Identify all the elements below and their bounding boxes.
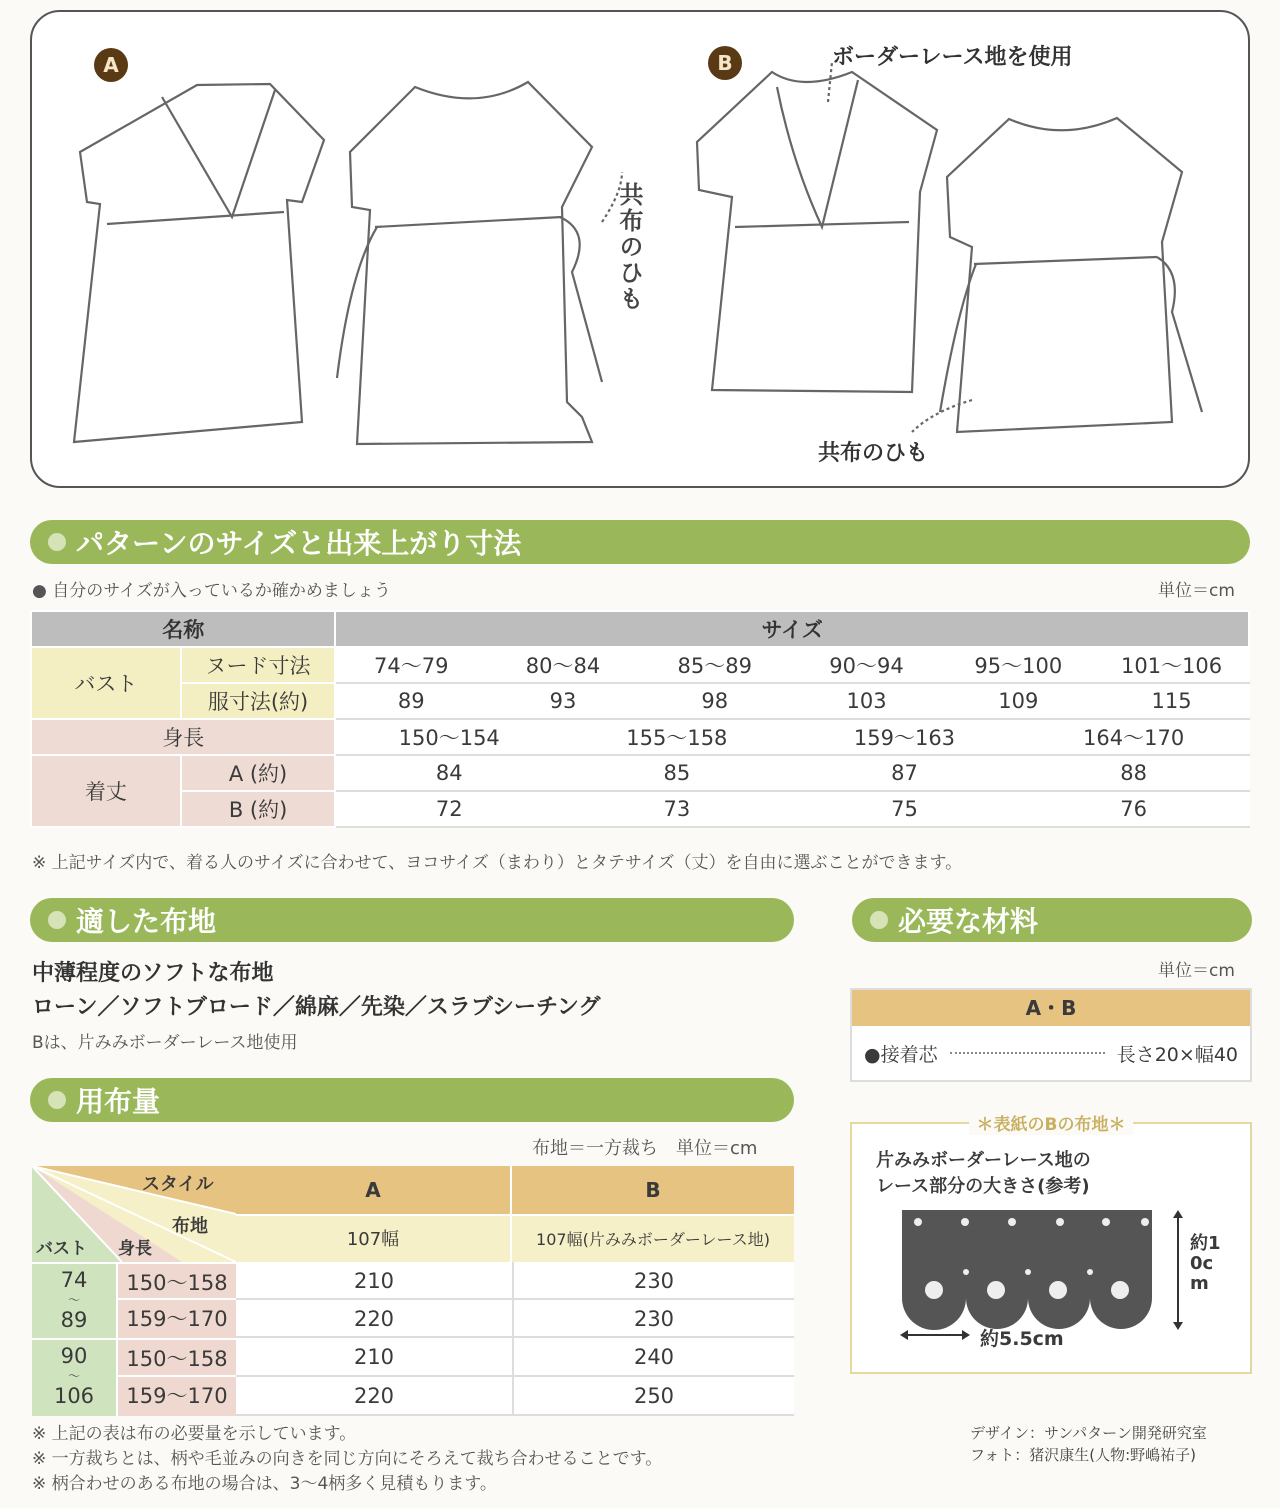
lace-reference-box — [850, 1115, 1252, 1374]
height-value: 150〜154 — [335, 719, 563, 755]
bullet-icon — [870, 911, 888, 929]
note-line: ※ 上記の表は布の必要量を示しています。 — [32, 1424, 357, 1444]
yardage-section-header — [30, 1078, 794, 1122]
amount-a: 210 — [236, 1338, 512, 1377]
bust-top: 74 — [60, 1268, 88, 1292]
height-cell: 150〜158 — [116, 1262, 236, 1300]
badge-a: A — [94, 48, 128, 82]
material-unit: 単位＝cm — [1158, 961, 1235, 981]
fabric-line1: 中薄程度のソフトな布地 — [32, 961, 274, 986]
dotted-leader — [950, 1052, 1105, 1054]
range-mark: 〜 — [67, 1293, 80, 1307]
fabric-section-title: 適した布地 — [76, 905, 217, 938]
credit-photo: フォト：猪沢康生(人物:野嶋祐子) — [970, 1446, 1197, 1464]
badge-b: B — [708, 46, 742, 80]
length-a-value: 88 — [1018, 755, 1249, 791]
length-b-value: 73 — [563, 791, 791, 827]
bust-bottom: 106 — [53, 1384, 95, 1408]
bust-label: バスト — [31, 647, 181, 719]
garment-value: 103 — [791, 683, 943, 719]
size-footnote: ※ 上記サイズ内で、着る人のサイズに合わせて、ヨコサイズ（まわり）とタテサイズ（丈）を自由に選ぶことができます。 — [32, 853, 963, 873]
height-cell: 159〜170 — [116, 1377, 236, 1416]
size-table — [30, 610, 1250, 828]
width-b: 107幅(片みみボーダーレース地) — [512, 1214, 794, 1262]
header-name: 名称 — [31, 611, 335, 647]
yardage-section-title: 用布量 — [76, 1085, 161, 1118]
bust-top: 90 — [60, 1344, 88, 1368]
yardage-notes — [32, 1422, 662, 1497]
note-line: ※ 一方裁ちとは、柄や毛並みの向きを同じ方向にそろえて裁ち合わせることです。 — [32, 1449, 663, 1469]
amount-a: 220 — [236, 1377, 512, 1416]
lace-sample — [900, 1210, 1160, 1340]
illustration-panel — [30, 10, 1250, 488]
material-table — [850, 988, 1252, 1082]
garment-a-front — [74, 84, 324, 442]
material-item: ●接着芯 — [864, 1043, 938, 1066]
amount-b: 230 — [512, 1300, 794, 1338]
garment-value: 115 — [1094, 683, 1249, 719]
lace-title: ＊表紙のBの布地＊ — [969, 1115, 1134, 1135]
nude-label: ヌード寸法 — [181, 647, 336, 683]
diag-style: スタイル — [142, 1174, 214, 1195]
nude-value: 80〜84 — [487, 647, 639, 683]
lace-title-wrap — [852, 1110, 1250, 1135]
garment-b-back — [947, 118, 1182, 432]
height-value: 155〜158 — [563, 719, 791, 755]
credit-design: デザイン：サンパターン開発研究室 — [970, 1424, 1207, 1442]
length-b-label: B (約) — [181, 791, 336, 827]
fabric-line3: Bは、片みみボーダーレース地使用 — [32, 1033, 298, 1053]
yardage-table — [32, 1166, 794, 1416]
fabric-section-header — [30, 898, 794, 942]
garment-value: 109 — [942, 683, 1094, 719]
length-a-value: 87 — [791, 755, 1019, 791]
size-note: ● 自分のサイズが入っているか確かめましょう — [32, 581, 391, 601]
length-a-value: 85 — [563, 755, 791, 791]
col-b-header: B — [512, 1166, 794, 1214]
lace-desc2: レース部分の大きさ(参考) — [876, 1176, 1090, 1197]
lace-width: 約5.5cm — [980, 1328, 1064, 1350]
garment-value: 93 — [487, 683, 639, 719]
garment-a-back — [350, 82, 592, 444]
garment-b-front — [697, 72, 937, 392]
bullet-icon — [48, 1091, 66, 1109]
diag-height: 身長 — [118, 1239, 152, 1259]
col-a-header: A — [236, 1166, 512, 1214]
credits — [970, 1422, 1207, 1466]
amount-b: 250 — [512, 1377, 794, 1416]
header-size: サイズ — [335, 611, 1249, 647]
size-section-header — [30, 520, 1250, 564]
nude-value: 85〜89 — [639, 647, 791, 683]
nude-value: 74〜79 — [335, 647, 487, 683]
size-unit: 単位＝cm — [1158, 581, 1235, 601]
height-value: 159〜163 — [791, 719, 1019, 755]
lace-height: 約10cm — [1190, 1233, 1221, 1294]
garment-value: 89 — [335, 683, 487, 719]
height-arrow-icon — [1170, 1210, 1186, 1330]
material-section-header — [852, 898, 1252, 942]
garment-label: 服寸法(約) — [181, 683, 336, 719]
lace-desc1: 片みみボーダーレース地の — [876, 1150, 1091, 1171]
length-a-value: 84 — [335, 755, 563, 791]
garment-value: 98 — [639, 683, 791, 719]
amount-a: 210 — [236, 1262, 512, 1300]
nude-value: 101〜106 — [1094, 647, 1249, 683]
nude-value: 90〜94 — [791, 647, 943, 683]
width-a: 107幅 — [236, 1214, 512, 1262]
height-label: 身長 — [31, 719, 335, 755]
callout-tie-a: 共布のひも — [615, 182, 643, 312]
callout-lace: ボーダーレース地を使用 — [832, 45, 1073, 70]
material-value: 長さ20×幅40 — [1116, 1043, 1238, 1066]
material-section-title: 必要な材料 — [898, 905, 1039, 938]
nude-value: 95〜100 — [942, 647, 1094, 683]
fabric-line2: ローン／ソフトブロード／綿麻／先染／スラブシーチング — [32, 995, 601, 1020]
height-cell: 159〜170 — [116, 1300, 236, 1338]
size-section-title: パターンのサイズと出来上がり寸法 — [76, 527, 522, 560]
bullet-icon — [48, 533, 66, 551]
height-cell: 150〜158 — [116, 1338, 236, 1377]
range-mark: 〜 — [67, 1369, 80, 1383]
length-b-value: 76 — [1018, 791, 1249, 827]
length-label: 着丈 — [31, 755, 181, 827]
diag-bust: バスト — [36, 1239, 87, 1259]
amount-b: 240 — [512, 1338, 794, 1377]
bullet-icon — [48, 911, 66, 929]
length-a-label: A (約) — [181, 755, 336, 791]
length-b-value: 75 — [791, 791, 1019, 827]
callout-tie-b: 共布のひも — [818, 441, 929, 466]
yardage-unit: 布地＝一方裁ち 単位＝cm — [532, 1138, 758, 1159]
bust-group — [32, 1262, 116, 1338]
bust-bottom: 89 — [60, 1308, 88, 1332]
amount-a: 220 — [236, 1300, 512, 1338]
amount-b: 230 — [512, 1262, 794, 1300]
length-b-value: 72 — [335, 791, 563, 827]
material-header: A・B — [852, 990, 1250, 1026]
diag-fabric: 布地 — [172, 1216, 208, 1237]
height-value: 164〜170 — [1018, 719, 1249, 755]
note-line: ※ 柄合わせのある布地の場合は、3〜4柄多く見積もります。 — [32, 1474, 497, 1494]
bust-group — [32, 1338, 116, 1416]
